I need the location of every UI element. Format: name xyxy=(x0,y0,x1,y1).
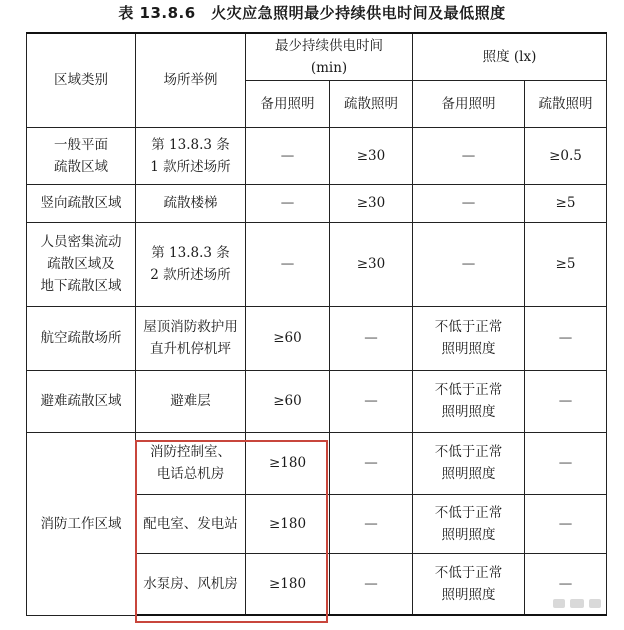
standby-lux-cell: — xyxy=(413,127,525,184)
place-cell xyxy=(136,306,246,370)
cell-line: 不低于正常 xyxy=(434,564,503,581)
header-standby-lux: 备用照明 xyxy=(413,80,525,127)
cell-line: 照明照度 xyxy=(441,404,496,420)
table-row xyxy=(27,184,607,222)
standby-time-cell: — xyxy=(246,222,330,306)
area-cell: 竖向疏散区域 xyxy=(27,184,136,222)
evac-lux-cell: ≥5 xyxy=(525,222,607,306)
cell-line: 2 款所述场所 xyxy=(150,267,231,283)
table-row xyxy=(27,222,607,306)
place-cell: 疏散楼梯 xyxy=(136,184,246,222)
area-cell-fire: 消防工作区域 xyxy=(27,432,136,615)
evac-time-cell: ≥30 xyxy=(330,222,413,306)
cell-line: 照明照度 xyxy=(441,341,496,357)
place-cell xyxy=(136,127,246,184)
header-min-duration xyxy=(246,33,413,80)
cell-line: 照明照度 xyxy=(441,466,496,482)
cell-line: 电话总机房 xyxy=(156,466,225,482)
header-min-duration-unit: (min) xyxy=(310,59,348,76)
evac-lux-cell: — xyxy=(525,553,607,615)
cell-line: 地下疏散区域 xyxy=(40,278,122,294)
watermark-mark xyxy=(589,599,601,608)
standby-lux-cell xyxy=(413,306,525,370)
area-cell: 避难疏散区域 xyxy=(27,370,136,432)
standby-time-cell: ≥60 xyxy=(246,306,330,370)
header-evacuation-lux: 疏散照明 xyxy=(525,80,607,127)
lighting-spec-table xyxy=(26,32,607,616)
place-cell xyxy=(136,432,246,494)
area-cell xyxy=(27,222,136,306)
standby-time-cell: ≥180 xyxy=(246,494,330,553)
standby-lux-cell: — xyxy=(413,222,525,306)
watermark xyxy=(553,596,601,610)
standby-lux-cell xyxy=(413,432,525,494)
header-min-duration-label: 最少持续供电时间 xyxy=(275,37,383,54)
header-evacuation-time: 疏散照明 xyxy=(330,80,413,127)
place-cell: 配电室、发电站 xyxy=(136,494,246,553)
cell-line: 疏散区域及 xyxy=(47,256,115,272)
watermark-mark xyxy=(553,599,565,608)
cell-line: 人员密集流动 xyxy=(40,234,122,250)
cell-line: 不低于正常 xyxy=(434,382,503,398)
evac-time-cell: — xyxy=(330,494,413,553)
evac-lux-cell: ≥5 xyxy=(525,184,607,222)
table-row xyxy=(27,370,607,432)
standby-time-cell: ≥180 xyxy=(246,432,330,494)
table-title: 表 13.8.6 火灾应急照明最少持续供电时间及最低照度 xyxy=(118,4,506,22)
standby-time-cell: ≥180 xyxy=(246,553,330,615)
evac-lux-cell: ≥0.5 xyxy=(525,127,607,184)
evac-lux-cell: — xyxy=(525,432,607,494)
cell-line: 消防控制室、 xyxy=(150,444,231,460)
cell-line: 不低于正常 xyxy=(434,319,503,335)
evac-time-cell: — xyxy=(330,306,413,370)
place-cell xyxy=(136,222,246,306)
cell-line: 一般平面 xyxy=(54,136,108,153)
table-row xyxy=(27,306,607,370)
cell-line: 1 款所述场所 xyxy=(150,158,231,175)
cell-line: 疏散区域 xyxy=(54,158,108,175)
cell-line: 直升机停机坪 xyxy=(150,341,231,357)
standby-lux-cell xyxy=(413,370,525,432)
cell-line: 第 13.8.3 条 xyxy=(151,245,230,261)
area-cell: 航空疏散场所 xyxy=(27,306,136,370)
standby-time-cell: ≥60 xyxy=(246,370,330,432)
cell-line: 照明照度 xyxy=(441,586,496,603)
standby-lux-cell: — xyxy=(413,184,525,222)
evac-time-cell: ≥30 xyxy=(330,127,413,184)
standby-lux-cell xyxy=(413,553,525,615)
cell-line: 不低于正常 xyxy=(434,444,503,460)
cell-line: 第 13.8.3 条 xyxy=(151,136,230,153)
evac-time-cell: — xyxy=(330,370,413,432)
evac-time-cell: — xyxy=(330,432,413,494)
cell-line: 照明照度 xyxy=(441,526,496,543)
evac-lux-cell: — xyxy=(525,306,607,370)
table-row xyxy=(27,432,607,494)
place-cell: 避难层 xyxy=(136,370,246,432)
evac-lux-cell: — xyxy=(525,494,607,553)
area-cell xyxy=(27,127,136,184)
standby-time-cell: — xyxy=(246,184,330,222)
evac-time-cell: ≥30 xyxy=(330,184,413,222)
header-standby-time: 备用照明 xyxy=(246,80,330,127)
standby-time-cell: — xyxy=(246,127,330,184)
cell-line: 不低于正常 xyxy=(434,504,503,521)
table-row xyxy=(27,127,607,184)
header-area-type: 区域类别 xyxy=(27,33,136,127)
evac-time-cell: — xyxy=(330,553,413,615)
evac-lux-cell: — xyxy=(525,370,607,432)
standby-lux-cell xyxy=(413,494,525,553)
cell-line: 屋顶消防救护用 xyxy=(143,319,238,335)
header-illuminance: 照度 (lx) xyxy=(413,33,607,80)
watermark-mark xyxy=(570,599,584,608)
header-place-example: 场所举例 xyxy=(136,33,246,127)
place-cell: 水泵房、风机房 xyxy=(136,553,246,615)
